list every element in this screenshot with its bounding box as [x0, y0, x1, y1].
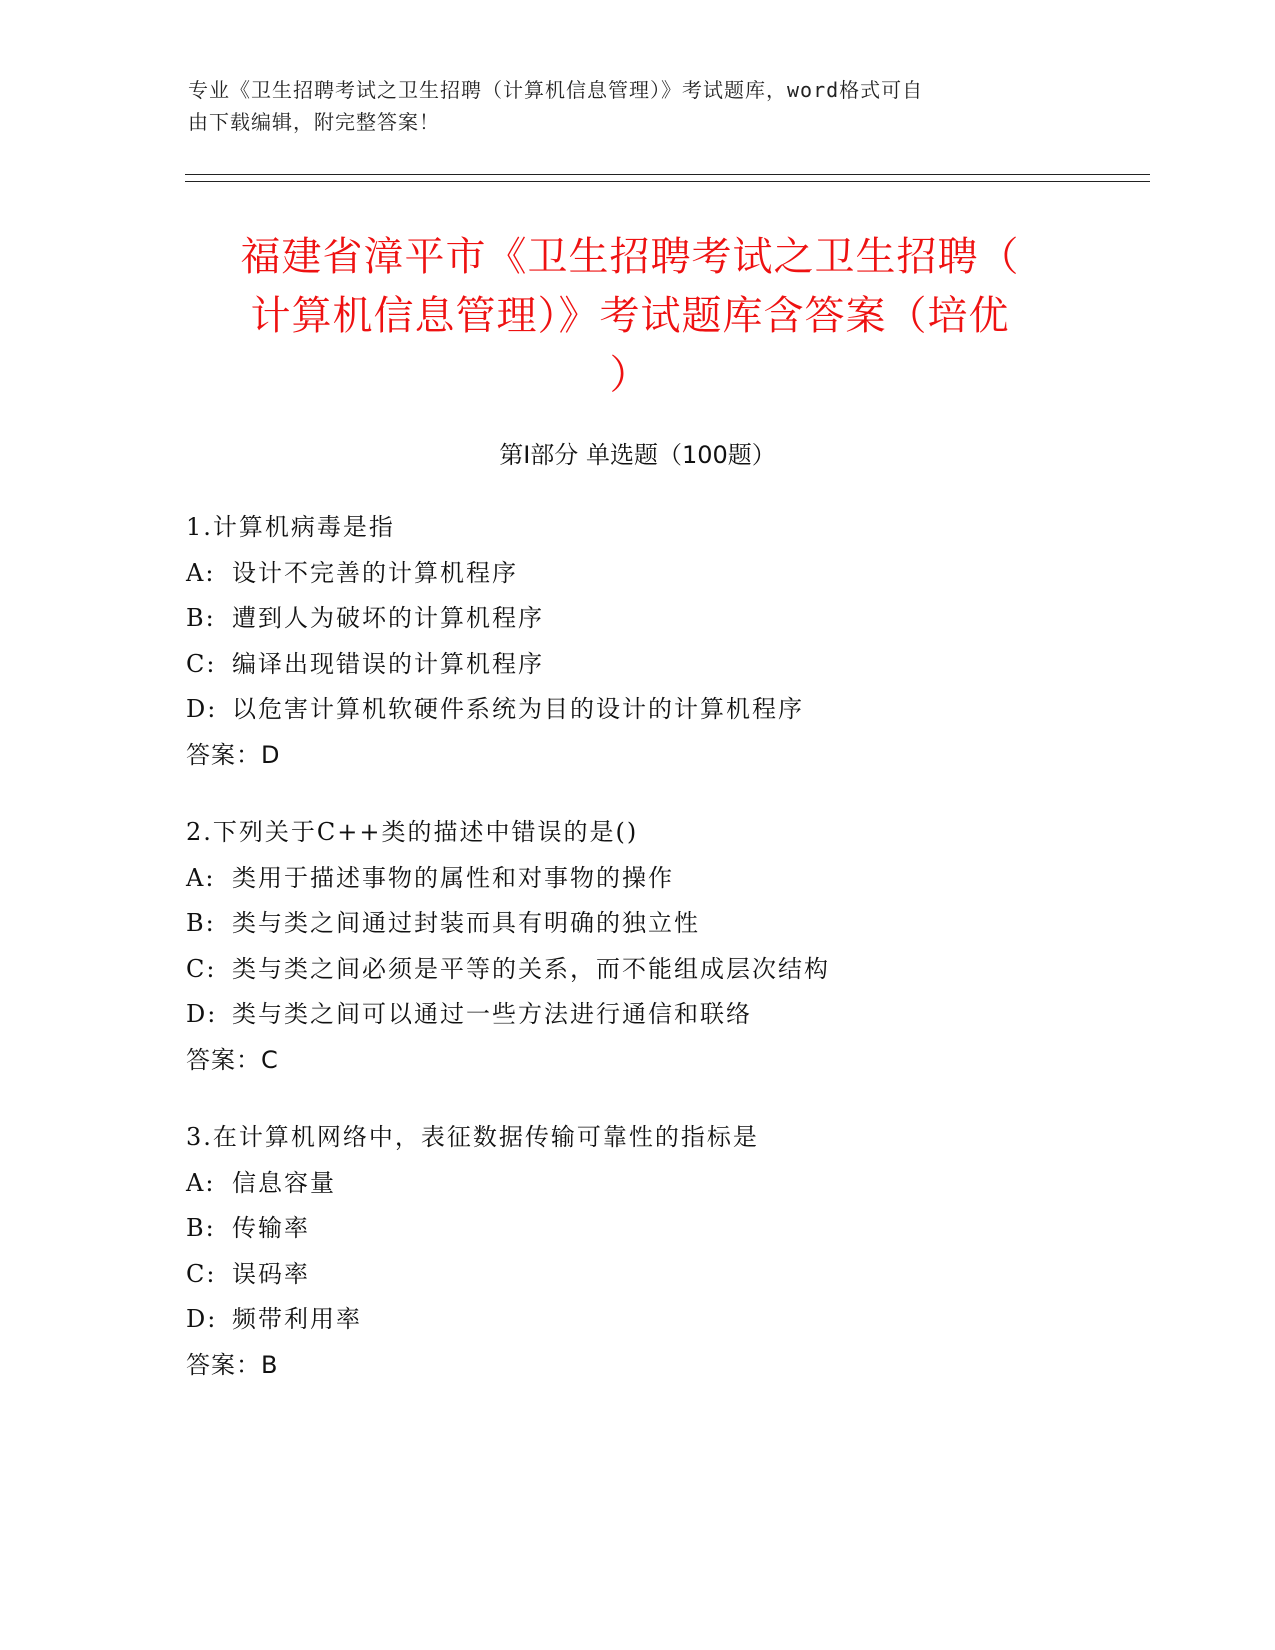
- header-divider-bottom: [185, 181, 1150, 182]
- option-d: [186, 1297, 1086, 1343]
- option-text: 类与类之间必须是平等的关系，而不能组成层次结构: [232, 954, 830, 983]
- option-text: 设计不完善的计算机程序: [232, 558, 518, 587]
- option-b: [186, 901, 1086, 947]
- option-text: 信息容量: [232, 1168, 336, 1197]
- option-letter: C:: [186, 954, 217, 983]
- answer: 答案：D: [186, 740, 281, 769]
- option-a: [186, 551, 1086, 597]
- option-letter: B:: [186, 909, 216, 937]
- option-c: [186, 642, 1086, 688]
- option-a: [186, 1161, 1086, 1207]
- question-1: [186, 505, 1086, 778]
- option-c: [186, 1252, 1086, 1298]
- title-line-2: 计算机信息管理）》考试题库含答案（培优: [250, 293, 1010, 339]
- answer: 答案：B: [186, 1350, 279, 1379]
- option-letter: D:: [186, 1000, 218, 1028]
- question-stem: 2.下列关于C++类的描述中错误的是(): [186, 818, 639, 846]
- option-letter: A:: [186, 558, 216, 587]
- question-2: [186, 810, 1086, 1083]
- section-heading: 第Ⅰ部分 单选题（100题）: [499, 441, 776, 469]
- question-stem: 1.计算机病毒是指: [186, 513, 395, 541]
- option-letter: C:: [186, 1259, 217, 1288]
- option-letter: A:: [186, 1168, 216, 1197]
- option-text: 类与类之间可以通过一些方法进行通信和联络: [232, 1000, 752, 1028]
- question-stem: 3.在计算机网络中，表征数据传输可靠性的指标是: [186, 1123, 759, 1151]
- answer: 答案：C: [186, 1045, 279, 1074]
- question-3: [186, 1115, 1086, 1388]
- option-a: [186, 856, 1086, 902]
- option-text: 以危害计算机软硬件系统为目的设计的计算机程序: [232, 695, 804, 723]
- option-text: 类用于描述事物的属性和对事物的操作: [232, 863, 674, 892]
- title-line-1: 福建省漳平市《卫生招聘考试之卫生招聘（: [240, 234, 1020, 280]
- option-text: 编译出现错误的计算机程序: [232, 649, 544, 678]
- option-b: [186, 1206, 1086, 1252]
- option-d: [186, 992, 1086, 1038]
- option-letter: D:: [186, 695, 218, 723]
- option-text: 类与类之间通过封装而具有明确的独立性: [232, 909, 700, 937]
- option-letter: B:: [186, 604, 216, 632]
- option-text: 频带利用率: [232, 1305, 362, 1333]
- header-divider-top: [185, 174, 1150, 175]
- option-b: [186, 596, 1086, 642]
- option-letter: A:: [186, 863, 216, 892]
- option-text: 遭到人为破坏的计算机程序: [232, 604, 544, 632]
- option-d: [186, 687, 1086, 733]
- document-title: [190, 228, 1070, 405]
- title-line-3: ）: [609, 352, 651, 398]
- header-note: [188, 74, 1088, 138]
- option-letter: C:: [186, 649, 217, 678]
- option-letter: D:: [186, 1305, 218, 1333]
- option-text: 误码率: [232, 1259, 310, 1288]
- option-letter: B:: [186, 1214, 216, 1242]
- option-text: 传输率: [232, 1214, 310, 1242]
- header-note-line-1: 专业《卫生招聘考试之卫生招聘（计算机信息管理）》考试题库，word格式可自: [188, 78, 924, 102]
- header-note-line-2: 由下载编辑，附完整答案！: [188, 110, 440, 134]
- option-c: [186, 947, 1086, 993]
